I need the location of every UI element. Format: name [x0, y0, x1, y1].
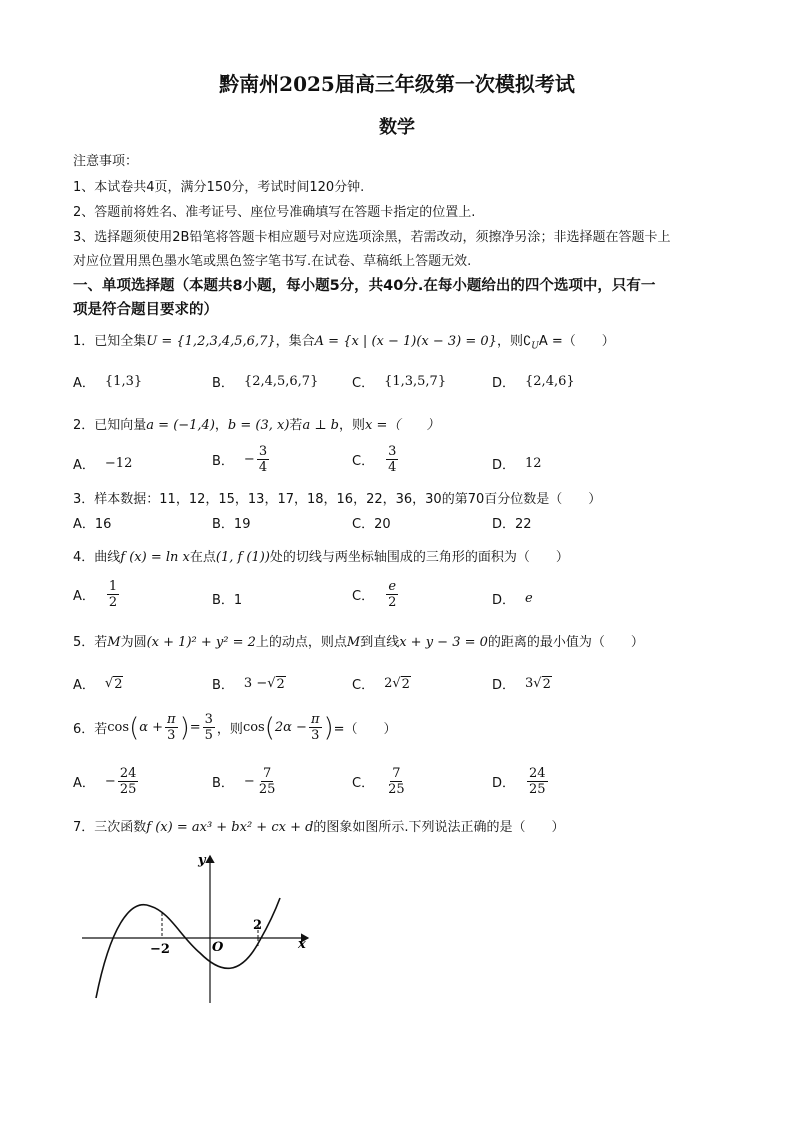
q6-option-c[interactable]: C． $\frac{7}{25}$ [352, 766, 405, 797]
q5-circle: (x + 1)² + y² = 2 [146, 635, 256, 650]
q7-tail: 的图象如图所示.下列说法正确的是（ ） [313, 820, 565, 835]
tick-label-neg2: −2 [150, 942, 170, 957]
section-heading-line2: 项是符合题目要求的） [73, 302, 218, 318]
origin-label: O [212, 940, 224, 955]
q1-option-c[interactable]: C． {1,3,5,7} [352, 374, 447, 391]
q4-option-a[interactable]: A． $\frac{1}{2}$ [73, 579, 118, 610]
question-1 [73, 330, 615, 352]
q4-option-c[interactable]: C． $\frac{e}{2}$ [352, 579, 397, 610]
question-5 [73, 631, 644, 650]
q2-option-b-fraction: $\frac{3}{4}$ [258, 444, 268, 475]
q1-complement-symbol: ∁ [522, 334, 532, 349]
q1-set-a: A = {x | (x − 1)(x − 3) = 0} [314, 334, 497, 349]
note-1: 1、本试卷共4页，满分150分，考试时间120分钟. [73, 180, 365, 195]
q5-mid3: 到直线 [360, 635, 400, 650]
q4-prefix: 4．曲线 [73, 550, 121, 565]
q2-option-c[interactable]: C． $\frac{3}{4}$ [352, 444, 397, 475]
q1-option-d[interactable]: D． {2,4,6} [492, 374, 575, 391]
q2-perp: a ⊥ b [302, 418, 339, 433]
q5-point-m-2: M [346, 635, 361, 650]
x-axis-label: x [298, 937, 306, 952]
notes-heading: 注意事项： [73, 154, 139, 169]
q2-vector-a: a = (−1,4) [146, 418, 215, 433]
q6-cos-2: cos [242, 720, 265, 735]
q2-end: ，则 [339, 418, 366, 433]
q1-tail: A =（ ） [538, 334, 615, 349]
q2-tail: x =（ ） [365, 418, 440, 433]
q2-option-d[interactable]: D． 12 [492, 456, 542, 473]
q1-mid: ，集合 [275, 334, 315, 349]
q7-function: f (x) = ax³ + bx² + cx + d [146, 820, 314, 835]
q2-if: 若 [289, 418, 303, 433]
q1-prefix: 1．已知全集 [73, 334, 147, 349]
q2-prefix: 2．已知向量 [73, 418, 147, 433]
q1-complement-sub: U [531, 341, 539, 352]
q4-tail: 处的切线与两坐标轴围成的三角形的面积为（ ） [269, 550, 569, 565]
question-4 [73, 546, 569, 565]
q5-tail: 的距离的最小值为（ ） [487, 635, 644, 650]
q6-option-d[interactable]: D． $\frac{24}{25}$ [492, 766, 546, 797]
q3-option-c[interactable]: C．20 [352, 517, 391, 532]
q2-sep: ， [214, 418, 228, 433]
q6-cos-1: cos [107, 720, 130, 735]
q6-option-b[interactable]: B． − $\frac{7}{25}$ [212, 766, 276, 797]
q5-line: x + y − 3 = 0 [399, 635, 488, 650]
q3-option-d[interactable]: D．22 [492, 517, 532, 532]
q5-mid: 为圆 [120, 635, 147, 650]
q5-prefix: 5．若 [73, 635, 108, 650]
tick-label-pos2: 2 [253, 918, 263, 933]
q5-option-c[interactable]: C． 2 √ 2 [352, 676, 410, 693]
note-3: 3、选择题须使用2B铅笔将答题卡相应题号对应选项涂黑，若需改动，须擦净另涂；非选择题在答题卡上 [73, 230, 671, 245]
q2-option-a[interactable]: A． −12 [73, 456, 133, 473]
q4-function: f (x) = ln x [120, 550, 190, 565]
q5-point-m: M [107, 635, 121, 650]
q4-point: (1, f (1)) [215, 550, 270, 565]
q5-option-d[interactable]: D． 3 √ 2 [492, 676, 551, 693]
q5-option-b[interactable]: B． 3 − √ 2 [212, 676, 285, 693]
question-7 [73, 816, 565, 835]
q4-mid: 在点 [189, 550, 216, 565]
cubic-curve [96, 898, 280, 998]
note-3-cont: 对应位置用黑色墨水笔或黑色签字笔书写.在试卷、草稿纸上答题无效. [73, 254, 472, 269]
q7-prefix: 7．三次函数 [73, 820, 147, 835]
q4-option-b[interactable]: B．1 [212, 593, 243, 608]
question-2 [73, 414, 439, 433]
q5-option-a[interactable]: A． √ 2 [73, 676, 123, 693]
note-2: 2、答题前将姓名、准考证号、座位号准确填写在答题卡指定的位置上. [73, 205, 476, 220]
exam-title: 黔南州2025届高三年级第一次模拟考试 [219, 72, 575, 96]
question-6: 6．若 cos ( α + $\frac{\pi}{3}$ ) = $\frac{3}{5}$ ，则 cos ( 2α − $\frac{\pi}{3}$ ) =（ ） [73, 712, 397, 743]
q5-mid2: 上的动点，则点 [255, 635, 347, 650]
q1-end: ，则 [496, 334, 523, 349]
q6-option-a[interactable]: A． − $\frac{24}{25}$ [73, 766, 137, 797]
q2-option-c-fraction: $\frac{3}{4}$ [388, 444, 397, 475]
q1-option-a[interactable]: A． {1,3} [73, 374, 143, 391]
q2-option-b[interactable]: B． − $\frac{3}{4}$ [212, 444, 268, 475]
q3-option-b[interactable]: B．19 [212, 517, 251, 532]
q6-value: $\frac{3}{5}$ [204, 712, 213, 743]
q1-universal-set: U = {1,2,3,4,5,6,7} [146, 334, 276, 349]
q7-function-graph [70, 848, 320, 1013]
subject-title: 数学 [379, 117, 415, 138]
y-axis-label: y [198, 853, 206, 868]
q1-option-b[interactable]: B． {2,4,5,6,7} [212, 374, 319, 391]
q4-option-d[interactable]: D． e [492, 591, 533, 608]
section-heading-line1: 一、单项选择题（本题共8小题，每小题5分，共40分.在每小题给出的四个选项中，只有一 [73, 278, 656, 294]
q2-vector-b: b = (3, x) [227, 418, 290, 433]
q3-option-a[interactable]: A．16 [73, 517, 112, 532]
question-3: 3．样本数据：11，12，15，13，17，18，16，22，36，30的第70百分位数是（ ） [73, 492, 602, 507]
q6-prefix: 6．若 [73, 722, 108, 737]
